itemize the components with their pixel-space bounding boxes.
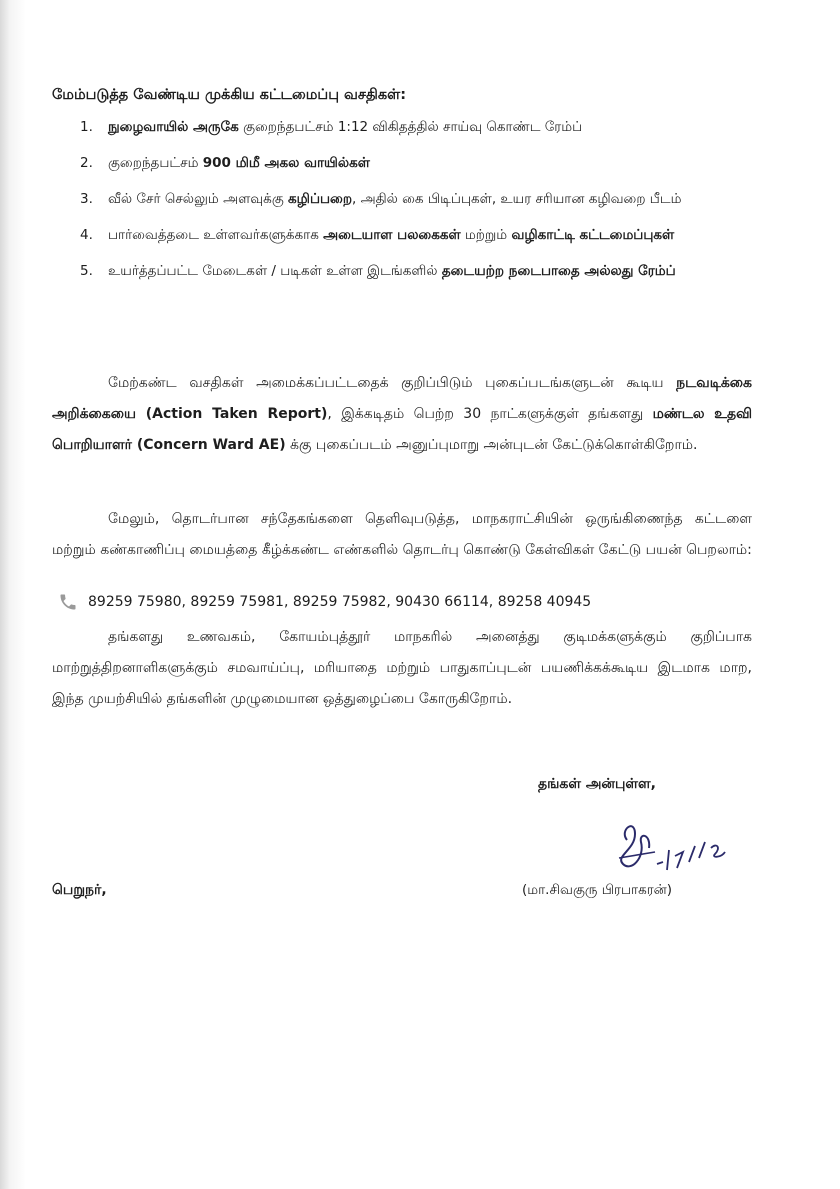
item-text: குறைந்தபட்சம் 900 மிமீ அகல வாயில்கள் <box>108 155 370 171</box>
phone-icon <box>58 592 78 612</box>
list-item <box>80 220 770 251</box>
contact-line <box>58 592 591 612</box>
item-text: பார்வைத்தடை உள்ளவர்களுக்காக அடையாள பலகைகள் மற்றும் வழிகாட்டி கட்டமைப்புகள் <box>108 227 675 243</box>
contact-paragraph: மேலும், தொடர்பான சந்தேகங்களை தெளிவுபடுத்த, மாநகராட்சியின் ஒருங்கிணைந்த கட்டளை மற்றும் கண்காணிப்பு மையத்தை கீழ்க்கண்ட எண்களில் தொடர்பு கொண்டு கேள்விகள் கேட்டு பயன் பெறலாம்: <box>52 511 752 558</box>
list-item <box>80 256 770 287</box>
signer-name: (மா.சிவகுரு பிரபாகரன்) <box>522 882 673 898</box>
closing-salutation: தங்கள் அன்புள்ள, <box>538 776 656 792</box>
item-number: 5. <box>80 263 93 279</box>
item-number: 4. <box>80 227 93 243</box>
item-text: வீல் சேர் செல்லும் அளவுக்கு கழிப்பறை, அதில் கை பிடிப்புகள், உயர சரியான கழிவறை பீடம் <box>108 191 682 207</box>
features-heading: மேம்படுத்த வேண்டிய முக்கிய கட்டமைப்பு வசதிகள்: <box>52 87 406 103</box>
signature-date: 17/4/25 <box>405 612 409 613</box>
list-item <box>80 112 770 143</box>
item-text: நுழைவாயில் அருகே குறைந்தபட்சம் 1:12 விகிதத்தில் சாய்வு கொண்ட ரேம்ப் <box>108 119 583 135</box>
list-item <box>80 184 770 215</box>
item-number: 3. <box>80 191 93 207</box>
item-number: 2. <box>80 155 93 171</box>
action-report-paragraph: மேற்கண்ட வசதிகள் அமைக்கப்பட்டதைக் குறிப்பிடும் புகைப்படங்களுடன் கூடிய நடவடிக்கை அறிக்கையை (Action Taken Report), இக்கடிதம் பெற்ற 30 நாட்களுக்குள் தங்களது மண்டல உதவி பொறியாளர் (Concern Ward AE) க்கு புகைப்படம் அனுப்புமாறு அன்புடன் கேட்டுக்கொள்கிறோம். <box>52 375 752 453</box>
cooperation-paragraph: தங்களது உணவகம், கோயம்புத்தூர் மாநகரில் அனைத்து குடிமக்களுக்கும் குறிப்பாக மாற்றுத்திறனாளிகளுக்கும் சமவாய்ப்பு, மரியாதை மற்றும் பாதுகாப்புடன் பயணிக்கக்கூடிய இடமாக மாற, இந்த முயற்சியில் தங்களின் முழுமையான ஒத்துழைப்பை கோருகிறோம். <box>52 629 752 707</box>
recipient-label: பெறுநர், <box>52 882 107 898</box>
features-list <box>80 112 770 292</box>
phone-numbers: 89259 75980, 89259 75981, 89259 75982, 90430 66114, 89258 40945 <box>88 594 592 610</box>
item-text: உயர்த்தப்பட்ட மேடைகள் / படிகள் உள்ள இடங்களில் தடையற்ற நடைபாதை அல்லது ரேம்ப் <box>108 263 676 279</box>
list-item <box>80 148 770 179</box>
item-number: 1. <box>80 119 93 135</box>
